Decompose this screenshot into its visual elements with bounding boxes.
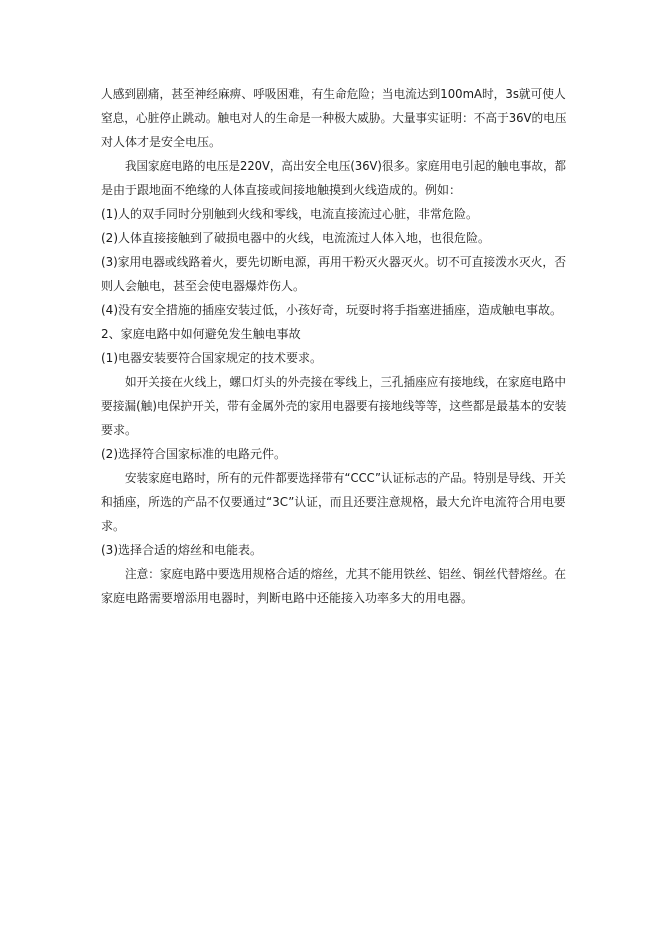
list-item: (3)家用电器或线路着火，要先切断电源，再用干粉灭火器灭火。切不可直接泼水灭火，否 [101, 255, 567, 269]
text-line: 要求。 [101, 423, 138, 437]
list-item: (2)人体直接接触到了破损电器中的火线，电流流过人体入地，也很危险。 [101, 231, 491, 245]
paragraph-start-line: 注意：家庭电路中要选用规格合适的熔丝，尤其不能用铁丝、铝丝、铜丝代替熔丝。在 [125, 567, 567, 581]
text-line: 人感到剧痛，甚至神经麻痹、呼吸困难，有生命危险；当电流达到100mA时，3s就可使人 [101, 87, 566, 101]
list-item: (1)电器安装要符合国家规定的技术要求。 [101, 351, 322, 365]
text-line: 对人体才是安全电压。 [101, 135, 222, 149]
paragraph-start-line: 我国家庭电路的电压是220V，高出安全电压(36V)很多。家庭用电引起的触电事故，都 [125, 159, 566, 173]
text-line: 是由于跟地面不绝缘的人体直接或间接地触摸到火线造成的。例如： [101, 183, 462, 197]
text-line: 求。 [101, 519, 126, 533]
text-line: 窒息，心脏停止跳动。触电对人的生命是一种极大威胁。大量事实证明：不高于36V的电压 [101, 111, 567, 125]
list-item: (2)选择符合国家标准的电路元件。 [101, 447, 286, 461]
paragraph-start-line: 如开关接在火线上，螺口灯头的外壳接在零线上，三孔插座应有接地线，在家庭电路中 [125, 375, 567, 389]
paragraph-start-line: 安装家庭电路时，所有的元件都要选择带有“CCC”认证标志的产品。特别是导线、开关 [125, 471, 566, 485]
text-line: 和插座，所选的产品不仅要通过“3C”认证，而且还要注意规格，最大允许电流符合用电要 [101, 495, 566, 509]
list-item: (4)没有安全措施的插座安装过低，小孩好奇，玩耍时将手指塞进插座，造成触电事故。 [101, 303, 563, 317]
text-line: 则人会触电，甚至会使电器爆炸伤人。 [101, 279, 306, 293]
list-item: (1)人的双手同时分别触到火线和零线，电流直接流过心脏，非常危险。 [101, 207, 479, 221]
text-line: 家庭电路需要增添用电器时，判断电路中还能接入功率多大的用电器。 [101, 591, 474, 605]
text-line: 要接漏(触)电保护开关，带有金属外壳的家用电器要有接地线等等，这些都是最基本的安装 [101, 399, 567, 413]
section-heading: 2、家庭电路中如何避免发生触电事故 [101, 327, 301, 341]
list-item: (3)选择合适的熔丝和电能表。 [101, 543, 262, 557]
